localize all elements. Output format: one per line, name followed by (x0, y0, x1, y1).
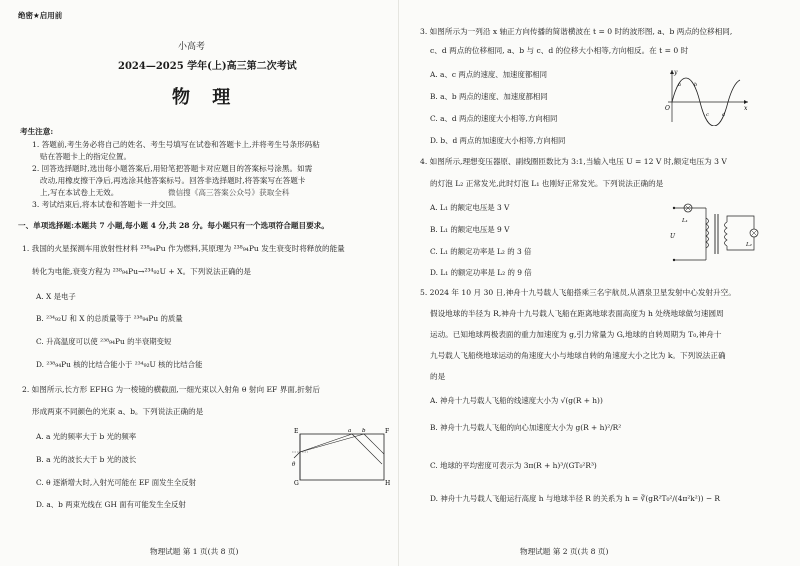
q1-stem-line2: 转化为电能,衰变方程为 ²³⁸₉₄Pu→²³⁴₉₂U + X。下列说法正确的是 (32, 267, 251, 276)
ray-a-reflect (352, 434, 382, 464)
q2-option-c: C. θ 逐渐增大时,入射光可能在 EF 面发生全反射 (36, 478, 197, 487)
q1-option-b: B. ²³⁴₉₂U 和 X 的总质量等于 ²³⁸₉₄Pu 的质量 (36, 314, 183, 323)
q2-option-a: A. a 光的频率大于 b 光的频率 (36, 432, 137, 441)
label-d: d (722, 112, 726, 118)
wechat-watermark: 微信搜《高三答案公众号》获取全科 (168, 188, 290, 197)
label-u: U (670, 233, 676, 240)
label-l1: L₁ (682, 218, 688, 224)
label-H: H (385, 480, 391, 486)
prism-rect (300, 434, 384, 480)
q5-option-a: A. 神舟十九号载人飞船的线速度大小为 √(g(R + h)) (430, 396, 603, 405)
exam-title: 2024—2025 学年(上)高三第二次考试 (118, 61, 297, 72)
q4-option-d: D. L₁ 的额定功率是 L₂ 的 9 倍 (430, 268, 532, 277)
q5-stem-line4: 九号载人飞船绕地球运动的角速度大小与地球自转的角速度大小之比为 k。下列说法正确 (430, 351, 726, 360)
page-2 (400, 0, 800, 566)
q5-stem-line1: 5. 2024 年 10 月 30 日,神舟十九号载人飞船搭乘三名宇航员,从酒泉卫星发射中心发射升空。 (420, 288, 736, 297)
q3-stem-line2: c、d 两点的位移相同, a、b 与 c、d 的位移大小相等,方向相反。在 t = 0 时 (430, 46, 689, 55)
label-a: a (348, 428, 352, 434)
q4-stem-line1: 4. 如图所示,理想变压器原、副线圈匝数比为 3:1,当输入电压 U = 12 V 时,额定电压为 3 V (420, 157, 727, 166)
q5-stem-line5: 的是 (430, 372, 446, 381)
q5-stem-line2: 假设地球的半径为 R,神舟十九号载人飞船在距离地球表面高度为 h 处绕地球做匀速圆周 (430, 309, 724, 318)
ray-a (300, 434, 352, 452)
note-2-cont: 改动,用橡皮擦干净后,再选涂其他答案标号。回答非选择题时,将答案写在答题卡 (40, 176, 306, 185)
q3-option-d: D. b、d 两点的加速度大小相等,方向相同 (430, 136, 566, 145)
note-1-cont: 贴在答题卡上的指定位置。 (40, 152, 132, 161)
q2-stem-line2: 形成两束不同颜色的光束 a、b。下列说法正确的是 (32, 407, 204, 416)
q3-option-c: C. a、d 两点的速度大小相等,方向相同 (430, 114, 558, 123)
q1-option-d: D. ²³⁸₉₄Pu 核的比结合能小于 ²³⁴₉₂U 核的比结合能 (36, 360, 203, 369)
label-G: G (294, 480, 299, 486)
transformer-figure (668, 198, 764, 270)
footer-page-2: 物理试题 第 2 页(共 8 页) (520, 547, 609, 556)
q2-stem-line1: 2. 如图所示,长方形 EFHG 为一棱镜的横截面,一细光束以入射角 θ 射向 EF 界面,折射后 (22, 385, 321, 394)
label-F: F (385, 428, 390, 435)
note-3: 3. 考试结束后,将本试卷和答题卡一并交回。 (32, 200, 181, 209)
prism-figure (292, 424, 392, 486)
q2-option-b: B. a 光的波长大于 b 光的波长 (36, 455, 137, 464)
publisher-label: 小高考 (178, 42, 206, 52)
label-b: b (694, 82, 698, 88)
label-l2: L₂ (746, 242, 752, 248)
q1-option-a: A. X 是电子 (36, 292, 76, 301)
q4-stem-line2: 的灯泡 L₂ 正常发光,此时灯泡 L₁ 也刚好正常发光。下列说法正确的是 (430, 179, 664, 188)
q5-option-d: D. 神舟十九号载人飞船运行高度 h 与地球半径 R 的关系为 h = ∛(gR²T₀²/(4π²k²)) − R (430, 494, 720, 503)
note-1: 1. 答题前,考生务必将自己的姓名、考生号填写在试卷和答题卡上,并将考生号条形码粘 (32, 140, 320, 149)
q3-option-a: A. a、c 两点的速度、加速度都相同 (430, 70, 548, 79)
note-2-cont2: 上,写在本试卷上无效。 (40, 188, 119, 197)
q4-option-a: A. L₁ 的额定电压是 3 V (430, 203, 510, 212)
incident-ray (294, 452, 300, 458)
q2-option-d: D. a、b 两束光线在 GH 面有可能发生全反射 (36, 500, 186, 509)
q4-option-b: B. L₁ 的额定电压是 9 V (430, 225, 510, 234)
secondary-coil (725, 222, 728, 246)
q3-stem-line1: 3. 如图所示为一列沿 x 轴正方向传播的简谐横波在 t = 0 时的波形图, a、b 两点的位移相同, (420, 27, 733, 36)
label-O: O (665, 105, 670, 112)
q3-option-b: B. a、b 两点的速度、加速度都相同 (430, 92, 548, 101)
terminal-bottom (673, 259, 675, 261)
q5-option-c: C. 地球的平均密度可表示为 3π(R + h)³/(GT₀²R³) (430, 461, 597, 470)
label-c: c (706, 112, 709, 118)
subject-title: 物 理 (172, 87, 239, 108)
terminal-top (673, 207, 675, 209)
section-1-heading: 一、单项选择题:本题共 7 小题,每小题 4 分,共 28 分。每小题只有一个选项符合题目要求。 (18, 221, 329, 230)
ray-b-reflect (364, 434, 384, 454)
label-x: x (744, 105, 748, 112)
q1-stem-line1: 1. 我国的火星探测车用放射性材料 ²³⁸₉₄Pu 作为燃料,其原理为 ²³⁸₉₄Pu 发生衰变时将释放的能量 (22, 244, 345, 253)
secret-label: 绝密★启用前 (18, 11, 63, 20)
label-y: y (674, 69, 678, 76)
note-2: 2. 回答选择题时,选出每小题答案后,用铅笔把答题卡对应题目的答案标号涂黑。如需 (32, 164, 313, 173)
label-b: b (362, 428, 366, 434)
q5-stem-line3: 运动。已知地球两极表面的重力加速度为 g,引力常量为 G,地球的自转周期为 T₀,神舟十 (430, 330, 722, 339)
label-E: E (294, 428, 299, 435)
q5-option-b: B. 神舟十九号载人飞船的向心加速度大小为 g(R + h)²/R² (430, 423, 622, 432)
notes-title: 考生注意: (20, 127, 54, 136)
label-theta: θ (292, 462, 296, 468)
label-a: a (678, 82, 681, 88)
footer-page-1: 物理试题 第 1 页(共 8 页) (150, 547, 239, 556)
wave-figure (662, 66, 754, 126)
primary-coil (706, 218, 709, 248)
q4-option-c: C. L₁ 的额定功率是 L₂ 的 3 倍 (430, 247, 532, 256)
q1-option-c: C. 升高温度可以使 ²³⁸₉₄Pu 的半衰期变短 (36, 337, 172, 346)
x-axis-arrow (744, 100, 748, 104)
